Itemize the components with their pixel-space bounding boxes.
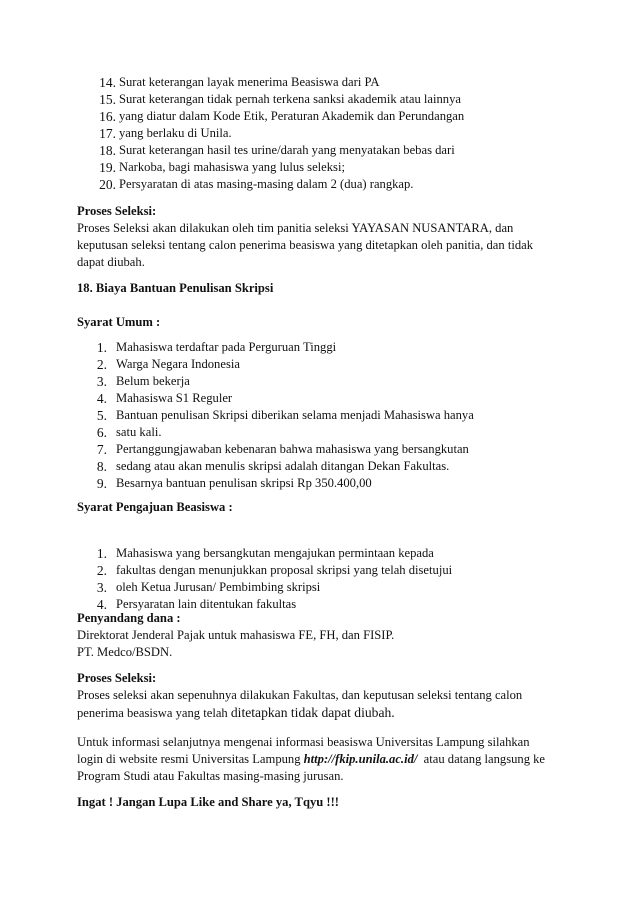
section-title: 18. Biaya Bantuan Penulisan Skripsi	[77, 281, 274, 295]
text-span: login di website resmi Universitas Lampung	[77, 752, 304, 766]
list-item-number: 5.	[96, 408, 107, 423]
list-item-number: 4.	[96, 597, 107, 612]
section-heading: Proses Seleksi:	[77, 204, 157, 218]
list-item-number: 8.	[96, 459, 107, 474]
list-item	[92, 159, 464, 176]
list-item	[92, 142, 464, 159]
list-item-number: 1.	[96, 546, 107, 561]
paragraph-line: keputusan seleksi tentang calon penerima beasiswa yang ditetapkan oleh panitia, dan tidak	[77, 238, 534, 252]
paragraph-line: Untuk informasi selanjutnya mengenai informasi beasiswa Universitas Lampung silahkan	[77, 735, 530, 749]
paragraph-line: Proses seleksi akan sepenuhnya dilakukan Fakultas, dan keputusan seleksi tentang calon	[77, 688, 523, 702]
list-item-number: 9.	[96, 476, 107, 491]
list-item-number: 2.	[96, 357, 107, 372]
list-item	[93, 424, 474, 441]
general-requirements-list	[93, 339, 474, 492]
list-item-number: 17.	[99, 126, 116, 141]
text-span: penerima beasiswa yang telah	[77, 706, 231, 720]
list-item	[92, 125, 464, 142]
list-item-text: Bantuan penulisan Skripsi diberikan selama menjadi Mahasiswa hanya	[116, 408, 474, 422]
list-item-text: Surat keterangan tidak pernah terkena sanksi akademik atau lainnya	[119, 92, 461, 106]
list-item-text: Besarnya bantuan penulisan skripsi Rp 350.400,00	[116, 476, 372, 490]
selection-process-1	[77, 203, 567, 271]
list-item-text: Persyaratan lain ditentukan fakultas	[116, 597, 297, 611]
list-item-text: Surat keterangan layak menerima Beasiswa dari PA	[119, 75, 380, 89]
list-item-text: Narkoba, bagi mahasiswa yang lulus seleksi;	[119, 160, 345, 174]
list-item-number: 1.	[96, 340, 107, 355]
list-item	[92, 176, 464, 193]
list-item	[93, 562, 452, 579]
list-item	[93, 441, 474, 458]
list-item-text: Persyaratan di atas masing-masing dalam 2 (dua) rangkap.	[119, 177, 414, 191]
list-item-text: oleh Ketua Jurusan/ Pembimbing skripsi	[116, 580, 321, 594]
list-item-text: Mahasiswa terdaftar pada Perguruan Tinggi	[116, 340, 337, 354]
list-item-text: Mahasiswa yang bersangkutan mengajukan permintaan kepada	[116, 546, 434, 560]
list-item-number: 3.	[96, 374, 107, 389]
list-item-text: yang berlaku di Unila.	[119, 126, 232, 140]
list-item-text: Warga Negara Indonesia	[116, 357, 240, 371]
text-span: ditetapkan tidak dapat diubah.	[230, 705, 395, 720]
info-paragraph	[77, 734, 567, 785]
list-item-number: 4.	[96, 391, 107, 406]
list-item	[93, 390, 474, 407]
funding-source	[77, 610, 567, 661]
paragraph-line: Proses Seleksi akan dilakukan oleh tim panitia seleksi YAYASAN NUSANTARA, dan	[77, 221, 514, 235]
paragraph-line: Program Studi atau Fakultas masing-masing jurusan.	[77, 769, 344, 783]
paragraph-line: PT. Medco/BSDN.	[77, 645, 173, 659]
list-item-number: 2.	[96, 563, 107, 578]
list-item-text: fakultas dengan menunjukkan proposal skripsi yang telah disetujui	[116, 563, 453, 577]
list-item-text: yang diatur dalam Kode Etik, Peraturan Akademik dan Perundangan	[119, 109, 465, 123]
list-item-text: Mahasiswa S1 Reguler	[116, 391, 233, 405]
list-item-number: 3.	[96, 580, 107, 595]
paragraph-line	[77, 751, 567, 768]
list-item	[93, 339, 474, 356]
paragraph-line: Direktorat Jenderal Pajak untuk mahasiswa FE, FH, dan FISIP.	[77, 628, 395, 642]
list-item	[92, 108, 464, 125]
website-link[interactable]: http://fkip.unila.ac.id/	[303, 752, 418, 766]
list-item-text: Surat keterangan hasil tes urine/darah yang menyatakan bebas dari	[119, 143, 455, 157]
list-item	[93, 545, 452, 562]
section-heading: Penyandang dana :	[77, 611, 181, 625]
list-item	[93, 373, 474, 390]
section-heading: Proses Seleksi:	[77, 671, 157, 685]
list-item-number: 6.	[96, 425, 107, 440]
list-item	[93, 475, 474, 492]
list-item	[92, 74, 464, 91]
list-item-number: 15.	[99, 92, 116, 107]
list-item-text: Pertanggungjawaban kebenaran bahwa mahasiswa yang bersangkutan	[116, 442, 469, 456]
list-item-number: 18.	[99, 143, 116, 158]
list-item	[93, 458, 474, 475]
list-item-number: 20.	[99, 177, 116, 192]
list-item-number: 16.	[99, 109, 116, 124]
text-span: atau datang langsung ke	[417, 752, 546, 766]
closing-note: Ingat ! Jangan Lupa Like and Share ya, Tqyu !!!	[77, 795, 339, 809]
application-requirements-heading: Syarat Pengajuan Beasiswa :	[77, 500, 233, 514]
list-item-number: 19.	[99, 160, 116, 175]
list-item	[93, 356, 474, 373]
list-item-number: 14.	[99, 75, 116, 90]
paragraph-line: dapat diubah.	[77, 255, 145, 269]
general-requirements-heading: Syarat Umum :	[77, 315, 161, 329]
selection-process-2	[77, 670, 567, 722]
list-item-text: sedang atau akan menulis skripsi adalah ditangan Dekan Fakultas.	[116, 459, 450, 473]
list-item-text: satu kali.	[116, 425, 162, 439]
list-item	[93, 407, 474, 424]
list-item	[93, 579, 452, 596]
list-item	[92, 91, 464, 108]
list-item-text: Belum bekerja	[116, 374, 190, 388]
application-requirements-list	[93, 545, 452, 613]
paragraph-line	[77, 704, 567, 722]
requirements-list-continued	[92, 74, 464, 193]
list-item-number: 7.	[96, 442, 107, 457]
